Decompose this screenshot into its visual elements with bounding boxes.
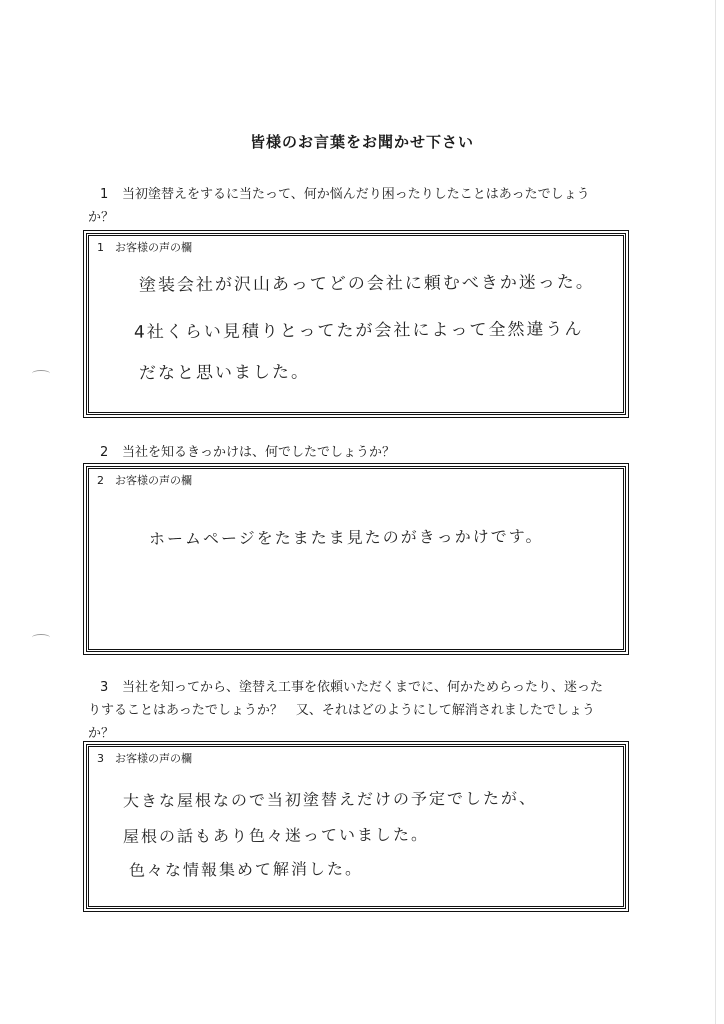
question-3-number: 3	[100, 680, 109, 695]
answer-1-line-1: 塗装会社が沢山あってどの会社に頼むべきか迷った。	[138, 272, 595, 296]
answer-3-line-2: 屋根の話もあり色々迷っていました。	[122, 824, 430, 847]
answer-1-line-2: 4社くらい見積りとってたが会社によって全然違うん	[133, 319, 584, 343]
answer-box-1-label: 1 お客様の声の欄	[97, 241, 192, 254]
answer-3-line-1: 大きな屋根なので当初塗替えだけの予定でしたが、	[122, 788, 538, 811]
answer-box-2	[86, 466, 626, 652]
answer-box-1	[86, 233, 626, 415]
page-title: 皆様のお言葉をお聞かせ下さい	[249, 133, 474, 151]
question-2-line1	[100, 441, 640, 464]
answer-2-line-1: ホームページをたまたま見たのがきっかけです。	[148, 526, 544, 549]
question-2-number: 2	[100, 445, 109, 460]
scan-edge-line	[715, 0, 716, 1024]
question-1	[88, 183, 640, 229]
scan-mark-1	[32, 370, 50, 377]
question-2	[100, 441, 640, 464]
question-3-line1	[100, 676, 640, 699]
question-1-text: 当初塗替えをするに当たって、何か悩んだり困ったりしたことはあったでしょう	[122, 187, 590, 202]
answer-1-line-3: だなと思いました。	[138, 362, 311, 384]
answer-box-2-label: 2 お客様の声の欄	[97, 474, 192, 487]
question-2-text: 当社を知るきっかけは、何でしたでしょうか？	[122, 445, 396, 460]
question-1-number: 1	[100, 187, 109, 202]
question-3-text: 当社を知ってから、塗替え工事を依頼いただくまでに、何かためらったり、迷った	[122, 680, 604, 695]
answer-3-line-3: 色々な情報集めて解消した。	[128, 859, 364, 880]
question-1-line1	[100, 183, 640, 206]
answer-box-3-label: 3 お客様の声の欄	[97, 752, 192, 765]
question-3	[88, 676, 640, 745]
question-3-line2: りすることはあったでしょうか？ 又、それはどのようにして解消されましたでしょう	[88, 703, 595, 718]
question-3-line3: か？	[88, 726, 115, 741]
answer-box-3	[86, 744, 626, 909]
question-1-line2: か？	[88, 210, 115, 225]
scan-mark-2	[32, 634, 50, 641]
